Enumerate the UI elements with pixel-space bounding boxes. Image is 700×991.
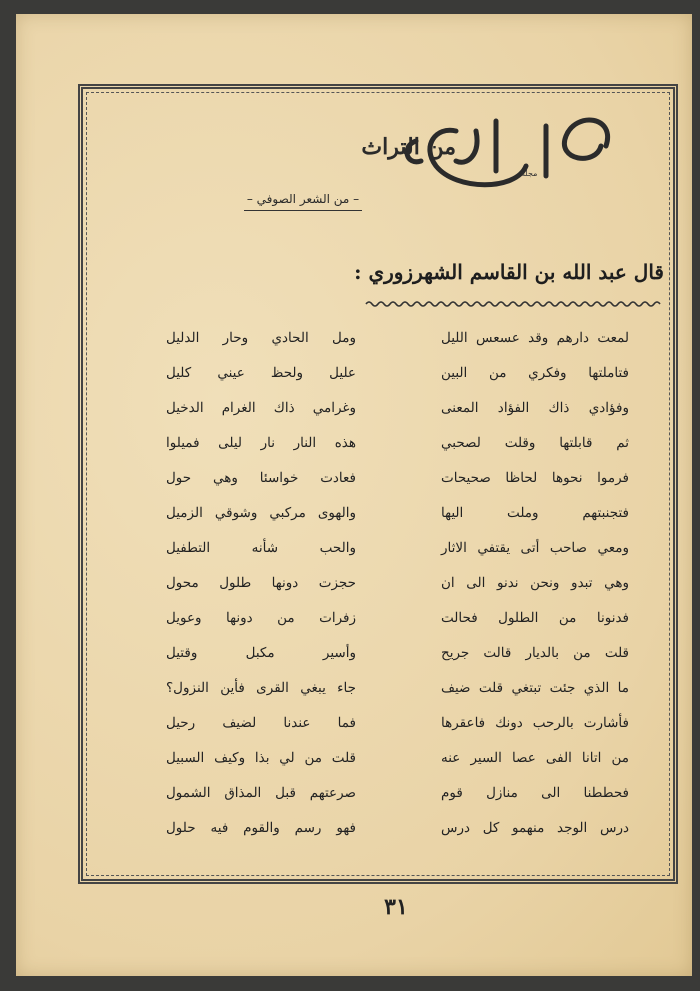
verse-line: جاء يبغي القرى فأين النزول؟ [166,680,356,696]
heading-underline [366,300,662,308]
verse-line: فتاملتها وفكري من البين [441,365,629,381]
verse-line: عليل ولحظ عيني كليل [166,365,356,381]
verse-line: ما الذي جئت تبتغي قلت ضيف [441,680,629,696]
verse-line: من اتانا الفى عصا السير عنه [441,750,629,766]
verse-line: زفرات من دونها وعويل [166,610,356,626]
verse-line: فعادت خواسئا وهي حول [166,470,356,486]
verse-line: والهوى مركبي وشوقي الزميل [166,505,356,521]
verse-line: ومل الحادي وحار الدليل [166,330,356,346]
verse-line: فحططنا الى منازل قوم [441,785,629,801]
verse-line: فدنونا من الطلول فحالت [441,610,629,626]
verse-line: فرموا نحوها لحاظا صحيحات [441,470,629,486]
verse-line: قلت من بالديار قالت جريح [441,645,629,661]
verse-line: وفؤادي ذاك الفؤاد المعنى [441,400,629,416]
section-subtitle: – من الشعر الصوفي – [244,192,362,211]
verse-line: وهي تبدو ونحن ندنو الى ان [441,575,629,591]
verse-line: قلت من لي بذا وكيف السبيل [166,750,356,766]
verse-line: هذه النار نار ليلى فميلوا [166,435,356,451]
verse-line: فتجنبتهم وملت اليها [441,505,629,521]
verse-line: والحب شأنه التطفيل [166,540,356,556]
verse-line: ومعي صاحب أتى يقتفي الاثار [441,540,629,556]
verse-line: فما عندنا لضيف رحيل [166,715,356,731]
verse-line: فهو رسم والقوم فيه حلول [166,820,356,836]
poem-heading: قال عبد الله بن القاسم الشهرزوري : [354,260,664,284]
verse-line: وأسير مكبل وقتيل [166,645,356,661]
verse-line: حجزت دونها طلول محول [166,575,356,591]
verse-line: ثم قابلتها وقلت لصحبي [441,435,629,451]
logo-subtext: مجلة [521,169,538,178]
verses-second-hemistich [166,326,356,851]
magazine-logo [361,106,626,196]
verses-first-hemistich [441,326,629,851]
logo-text: من التراث [361,134,456,160]
verse-line: لمعت دارهم وقد عسعس الليل [441,330,629,346]
verse-line: درس الوجد منهمو كل درس [441,820,629,836]
page [16,14,692,976]
verse-line: صرعتهم قبل المذاق الشمول [166,785,356,801]
verse-line: وغرامي ذاك الغرام الدخيل [166,400,356,416]
verse-line: فأشارت بالرحب دونك فاعقرها [441,715,629,731]
page-number: ٣١ [384,894,408,920]
